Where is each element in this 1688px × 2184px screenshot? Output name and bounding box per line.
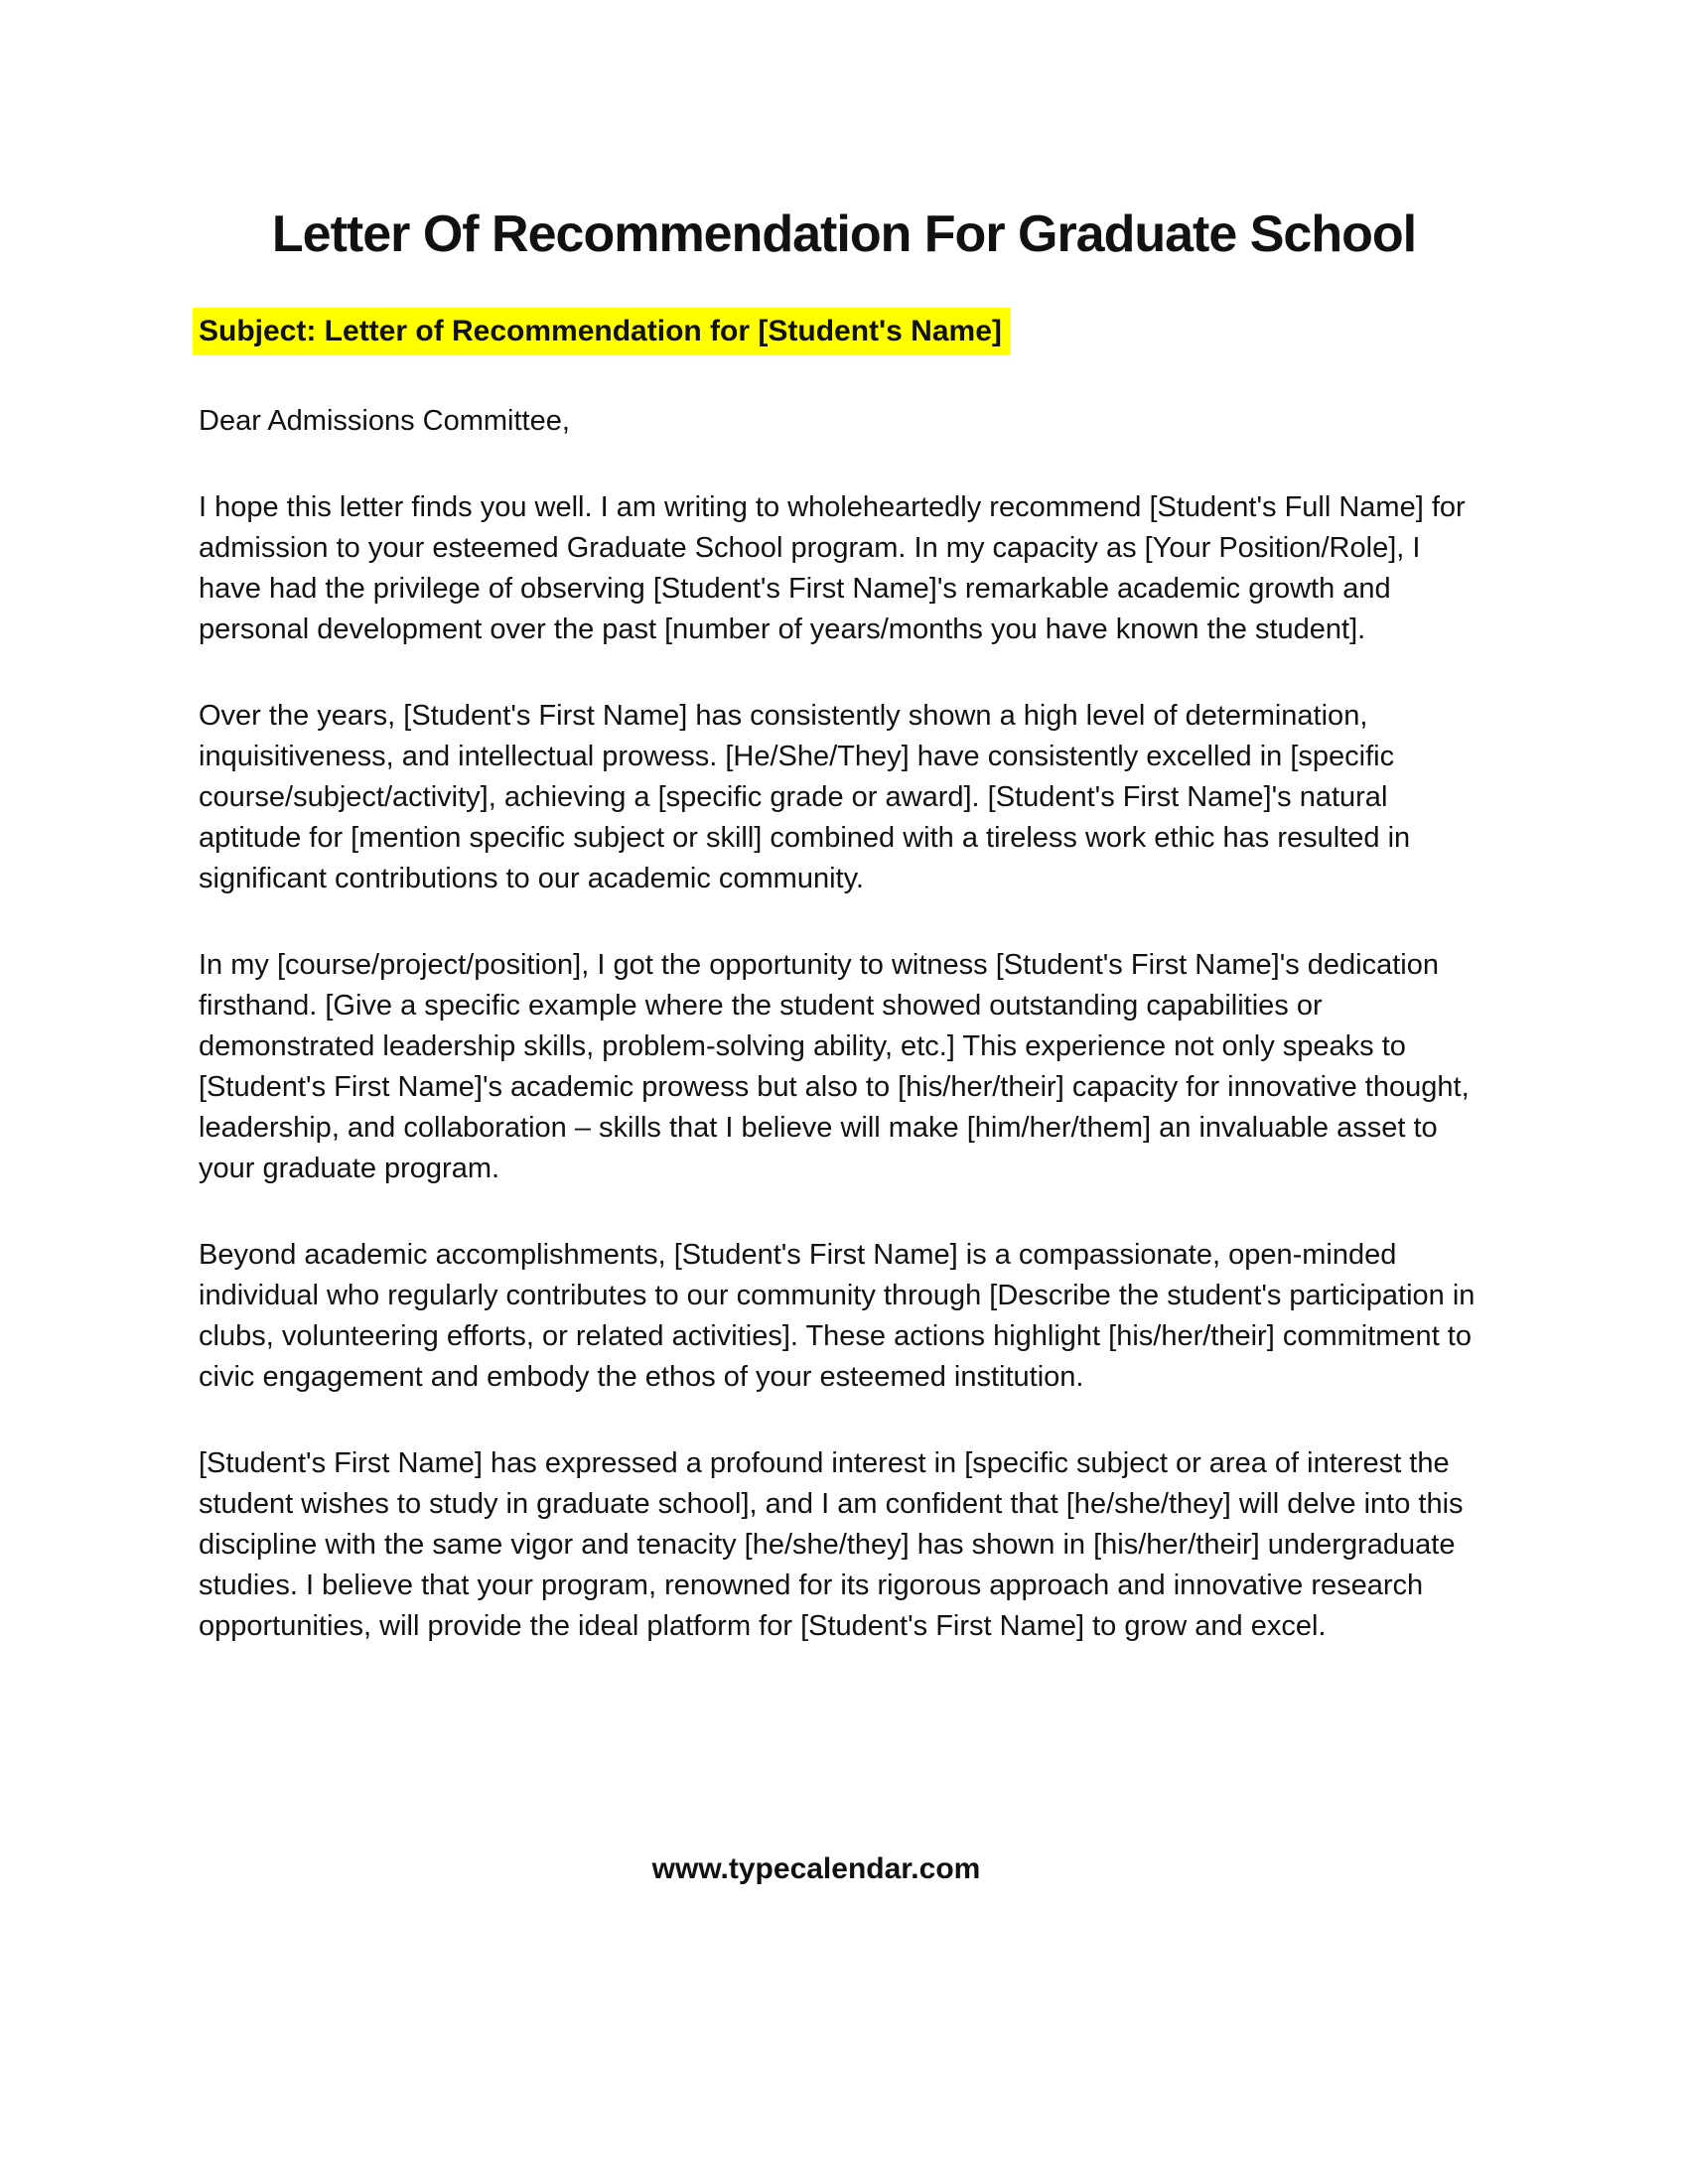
subject-highlight: Subject: Letter of Recommendation for [Student's Name] bbox=[193, 308, 1010, 355]
page-title: Letter Of Recommendation For Graduate School bbox=[271, 205, 1417, 263]
body-paragraph-4: Beyond academic accomplishments, [Student's First Name] is a compassionate, open-minded individual who regularly contributes to our community through [Describe the student's participation in clubs, volunteering efforts, or related activities]. These actions highlight [his/her/their] commitment to civic engagement and embody the ethos of your esteemed institution. bbox=[199, 1239, 1476, 1393]
body-paragraph-5: [Student's First Name] has expressed a profound interest in [specific subject or area of interest the student wishes to study in graduate school], and I am confident that [he/she/they] will delve into this discipline with the same vigor and tenacity [he/she/they] has shown in [his/her/their] undergraduate studies. I believe that your program, renowned for its rigorous approach and innovative research opportunities, will provide the ideal platform for [Student's First Name] to grow and excel. bbox=[199, 1447, 1464, 1642]
body-paragraph-3: In my [course/project/position], I got the opportunity to witness [Student's First Name]'s dedication firsthand. [Give a specific example where the student showed outstanding capabilities or demonstrated leadership skills, problem-solving ability, etc.] This experience not only speaks to [Student's First Name]'s academic prowess but also to [his/her/their] capacity for innovative thought, leadership, and collaboration – skills that I believe will make [him/her/them] an invaluable asset to your graduate program. bbox=[199, 949, 1470, 1184]
salutation: Dear Admissions Committee, bbox=[199, 405, 570, 437]
body-paragraph-2: Over the years, [Student's First Name] has consistently shown a high level of determination, inquisitiveness, and intellectual prowess. [He/She/They] have consistently excelled in [specific course/subject/activity], achieving a [specific grade or award]. [Student's First Name]'s natural aptitude for [mention specific subject or skill] combined with a tireless work ethic has resulted in significant contributions to our academic community. bbox=[199, 700, 1411, 894]
subject-line bbox=[199, 308, 1489, 355]
body-paragraph-1: I hope this letter finds you well. I am writing to wholeheartedly recommend [Student's Full Name] for admission to your esteemed Graduate School program. In my capacity as [Your Position/Role], I have had the privilege of observing [Student's First Name]'s remarkable academic growth and personal development over the past [number of years/months you have known the student]. bbox=[199, 491, 1466, 645]
footer-url: www.typecalendar.com bbox=[651, 1852, 981, 1885]
